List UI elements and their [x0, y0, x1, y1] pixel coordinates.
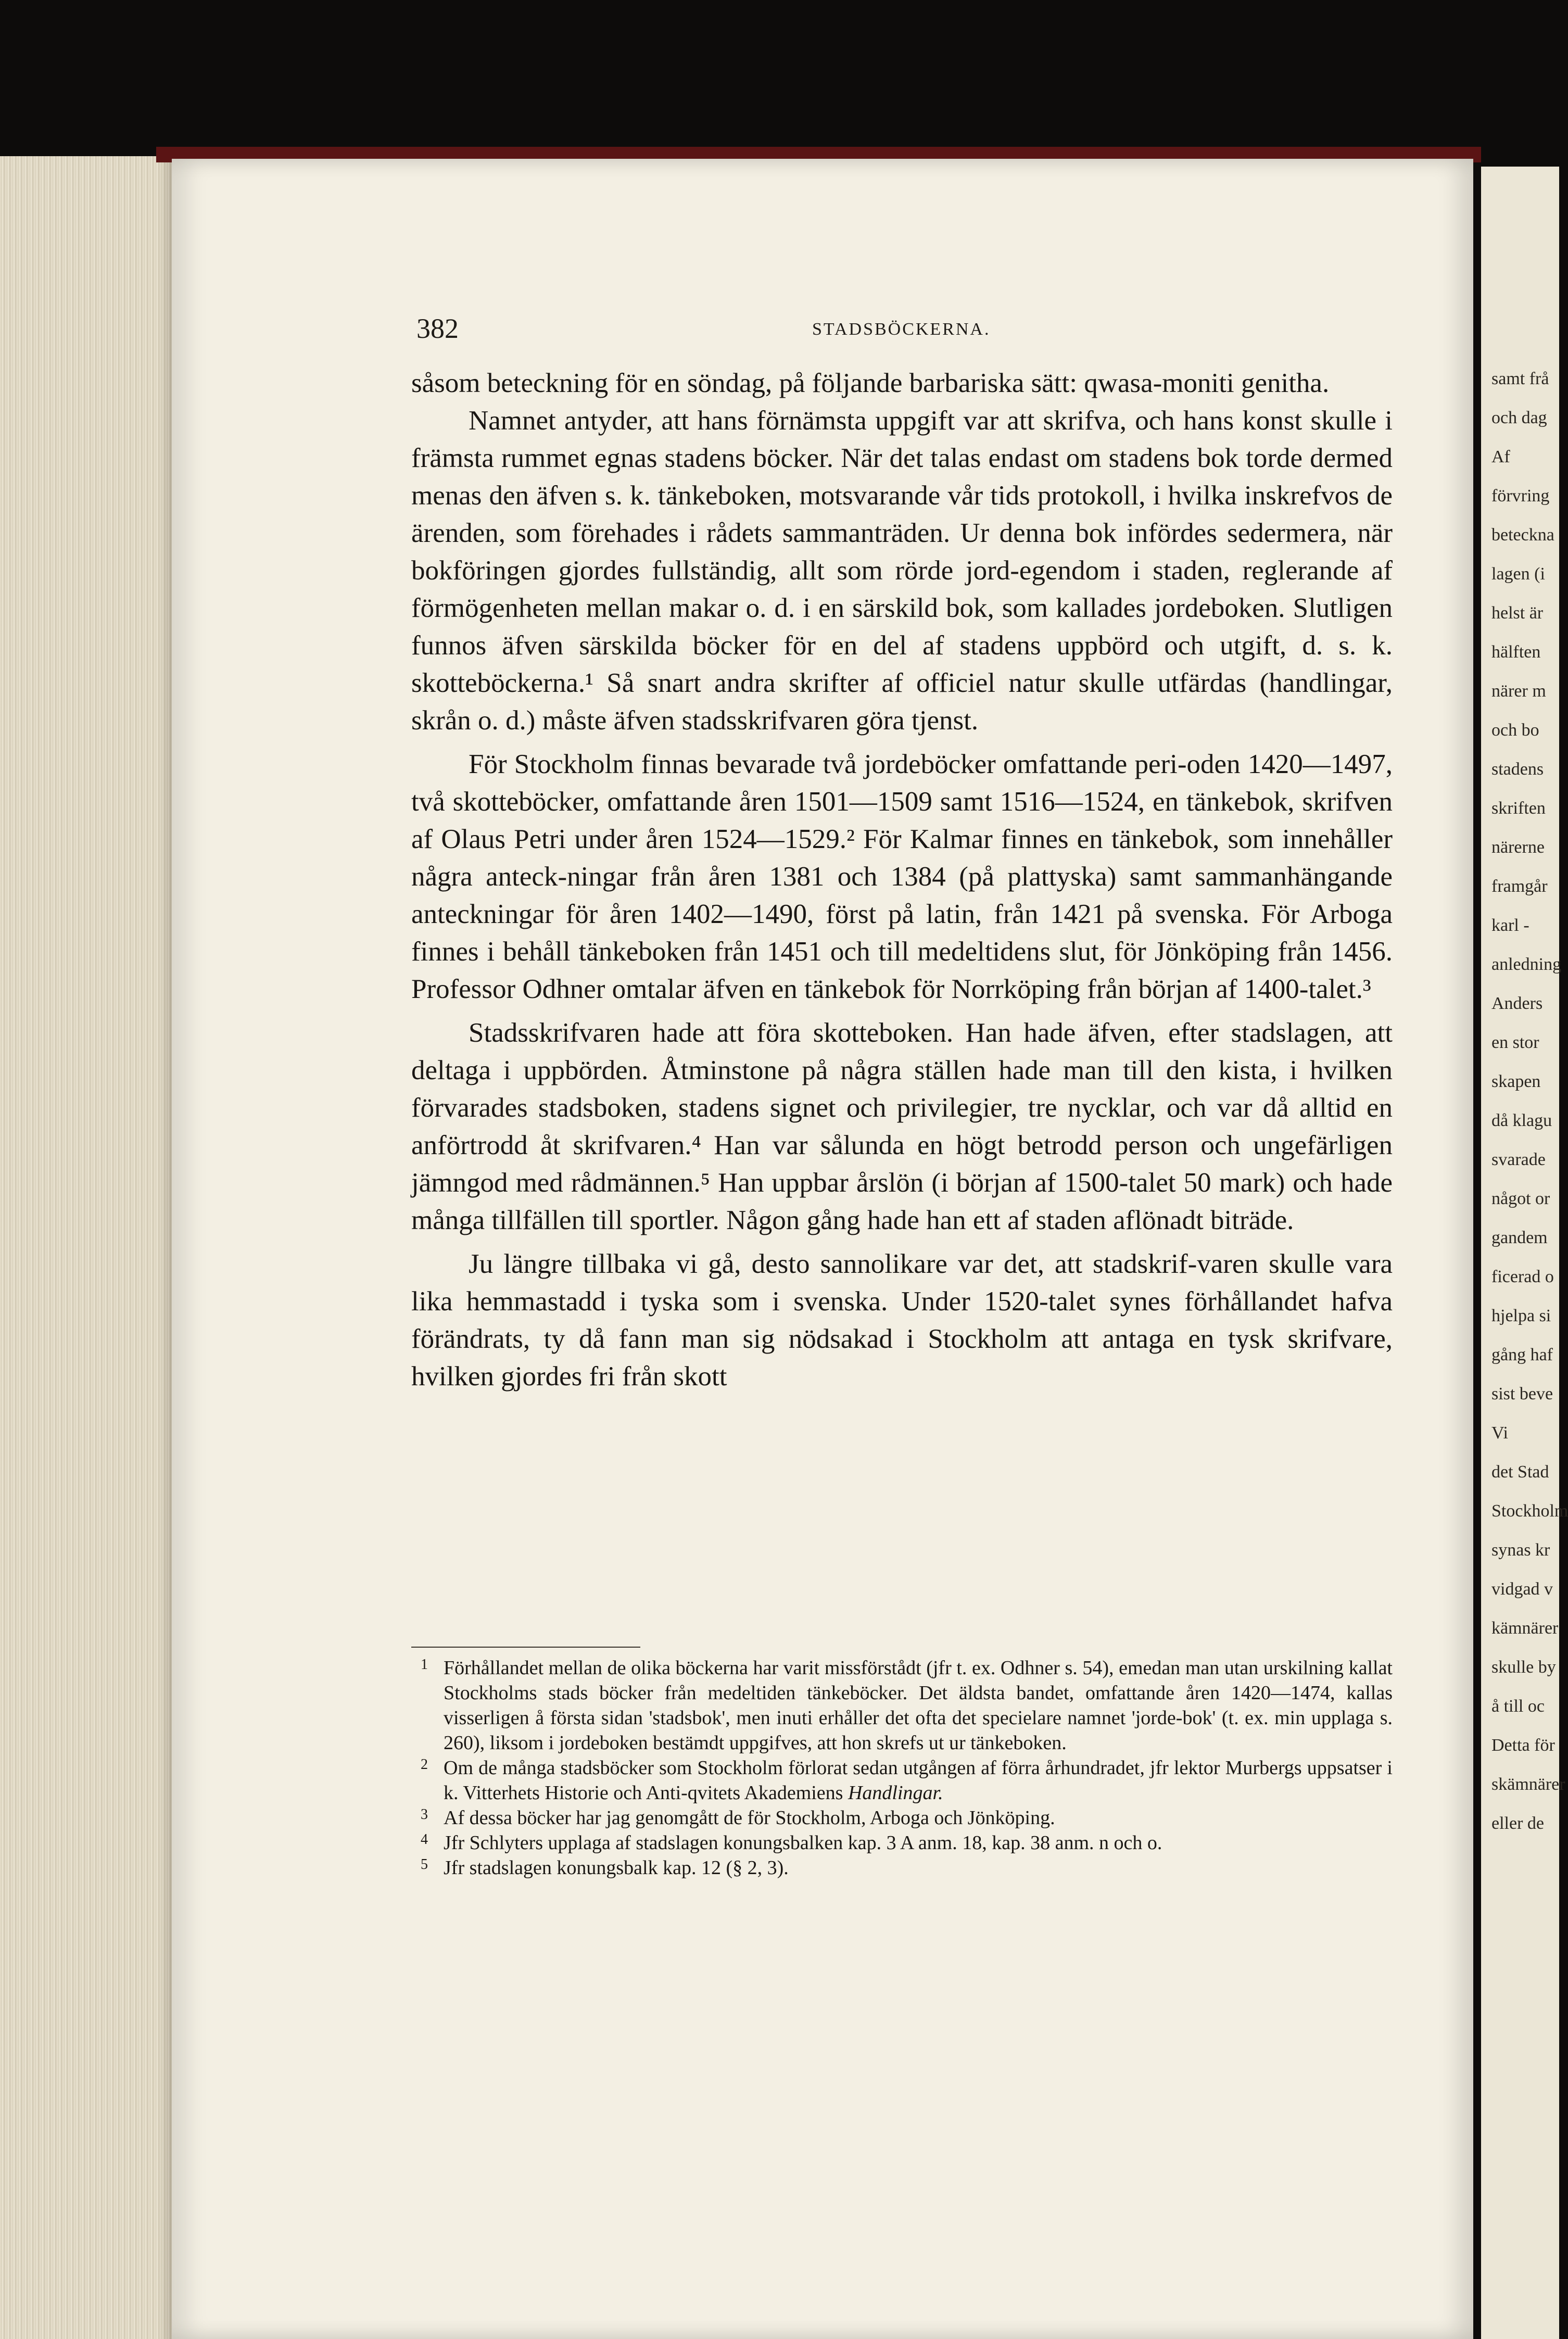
body-text — [411, 364, 1393, 1395]
adjacent-page-fragment: något or — [1491, 1189, 1550, 1208]
adjacent-page-fragment: anledning — [1491, 955, 1562, 974]
paragraph-2: Namnet antyder, att hans förnämsta uppgift var att skrifva, och hans konst skulle i främsta rummet egnas stadens böcker. När det talas endast om stadens bok torde dermed menas den äfven s. k. tänkeboken, motsvarande vår tids protokoll, i hvilka inskrefvos de ärenden, som förehades i rådets sammanträden. Ur denna bok infördes sedermera, när bokföringen gjordes fullständig, allt som rörde jord-egendom i staden, reglerande af förmögenheten mellan makar o. d. i en särskild bok, som kallades jordeboken. Slutligen funnos äfven särskilda böcker för en del af stadens uppbörd och utgift, d. s. k. skotteböckerna.¹ Så snart andra skrifter af officiel natur skulle utfärdas (handlingar, skrån o. d.) måste äfven stadsskrifvaren göra tjenst. — [411, 406, 1393, 736]
adjacent-page-fragment: det Stad — [1491, 1462, 1549, 1482]
adjacent-page-fragment: gandem — [1491, 1228, 1548, 1247]
adjacent-page-fragment: synas kr — [1491, 1540, 1550, 1560]
adjacent-page-fragment: ficerad o — [1491, 1267, 1554, 1286]
adjacent-page-fragment: å till oc — [1491, 1697, 1545, 1716]
adjacent-page-fragment: Detta för — [1491, 1736, 1555, 1755]
footnote-3 — [411, 1805, 1393, 1830]
adjacent-page-fragment: Vi — [1491, 1423, 1508, 1443]
adjacent-page-fragment: kämnärer — [1491, 1619, 1559, 1638]
paragraph-3: För Stockholm finnas bevarade två jordeböcker omfattande peri-oden 1420—1497, två skotteböcker, omfattande åren 1501—1509 samt 1516—1524, en tänkebok, skrifven af Olaus Petri under åren 1524—1529.² För Kalmar finnes en tänkebok, som innehåller några anteck-ningar från åren 1381 och 1384 (på plattyska) samt sammanhängande anteckningar för åren 1402—1490, först på latin, från 1421 på svenska. För Arboga finnes i behåll tänkeboken från 1451 och till medeltidens slut, för Jönköping från 1456. Professor Odhner omtalar äfven en tänkebok för Norrköping från början af 1400-talet.³ — [411, 749, 1393, 1004]
footnote-mark: 3 — [421, 1806, 428, 1823]
running-head: STADSBÖCKERNA. — [812, 320, 991, 339]
page-header — [416, 312, 1406, 344]
footnote-emphasis: Handlingar. — [848, 1782, 943, 1804]
adjacent-page-fragment: hjelpa si — [1491, 1306, 1551, 1325]
adjacent-page-fragment: närer m — [1491, 681, 1546, 701]
footnote-text: Af dessa böcker har jag genomgått de för Stockholm, Arboga och Jönköping. — [444, 1807, 1055, 1829]
adjacent-page-fragment: och dag — [1491, 408, 1547, 427]
adjacent-page-fragment: sist beve — [1491, 1384, 1553, 1404]
adjacent-page-fragment: samt frå — [1491, 369, 1549, 388]
adjacent-page-fragment: och bo — [1491, 720, 1539, 740]
footnote-mark: 2 — [421, 1756, 428, 1773]
footnote-text: Jfr stadslagen konungsbalk kap. 12 (§ 2, 3). — [444, 1857, 789, 1879]
footnotes — [411, 1655, 1393, 1880]
adjacent-page-fragment: framgår — [1491, 877, 1548, 896]
footnote-2 — [411, 1755, 1393, 1805]
adjacent-page-fragment: helst är — [1491, 603, 1544, 623]
adjacent-page-edge — [1481, 167, 1568, 2339]
adjacent-page-fragment: skulle by — [1491, 1658, 1556, 1677]
adjacent-page-fragment: skämnärer — [1491, 1775, 1565, 1794]
adjacent-page-fragment: närerne — [1491, 838, 1545, 857]
adjacent-page-fragment: stadens — [1491, 760, 1544, 779]
adjacent-page-fragment: eller de — [1491, 1814, 1544, 1833]
adjacent-page-fragment: skriften — [1491, 799, 1546, 818]
footnote-mark: 5 — [421, 1856, 428, 1873]
adjacent-page-fragment: vidgad v — [1491, 1579, 1553, 1599]
adjacent-page-fragment: beteckna — [1491, 525, 1554, 545]
footnote-text: Förhållandet mellan de olika böckerna har varit missförstådt (jfr t. ex. Odhner s. 54), emedan man utan urskilning kallat Stockholms stads böcker från medeltiden tänkeböcker. Det äldsta bandet, omfattande åren 1420—1474, kallas visserligen å första sidan 'stadsbok', men inuti erhåller det ofta det specielare namnet 'jorde-bok' (t. ex. min upplaga s. 260), liksom i jordeboken bestämdt uppgifves, att hon skrefs ut ur tänkeboken. — [444, 1657, 1393, 1754]
paragraph-1: såsom beteckning för en söndag, på följande barbariska sätt: qwasa-moniti genitha. — [411, 368, 1330, 398]
adjacent-page-fragment: Stockholm — [1491, 1501, 1568, 1521]
footnote-divider — [411, 1647, 640, 1648]
adjacent-page-fragment: hälften — [1491, 642, 1541, 662]
footnote-text: Jfr Schlyters upplaga af stadslagen konungsbalken kap. 3 A anm. 18, kap. 38 anm. n och o. — [444, 1832, 1162, 1854]
footnote-mark: 4 — [421, 1831, 428, 1848]
footnote-text: Om de många stadsböcker som Stockholm förlorat sedan utgången af förra århundradet, jfr lektor Murbergs uppsatser i k. Vitterhets Historie och Anti-qvitets Akademiens — [444, 1757, 1393, 1804]
adjacent-page-fragment: en stor — [1491, 1033, 1539, 1052]
adjacent-page-fragment: karl - — [1491, 916, 1529, 935]
footnote-mark: 1 — [421, 1657, 428, 1673]
adjacent-page-fragment: Anders — [1491, 994, 1543, 1013]
footnote-1 — [411, 1655, 1393, 1755]
adjacent-page-fragment: lagen (i — [1491, 564, 1545, 584]
paragraph-4: Stadsskrifvaren hade att föra skotteboken. Han hade äfven, efter stadslagen, att deltaga i uppbörden. Åtminstone på några ställen hade man till den kista, i hvilken förvarades stadsboken, stadens signet och privilegier, tre nycklar, och var då alltid en anförtrodd åt skrifvaren.⁴ Han var sålunda en högt betrodd person och ungefärligen jämngod med rådmännen.⁵ Han uppbar årslön (i början af 1500-talet 50 mark) och hade många tillfällen till sportler. Någon gång hade han ett af staden aflönadt biträde. — [411, 1018, 1393, 1235]
adjacent-page-fragment: gång haf — [1491, 1345, 1553, 1364]
footnote-5 — [411, 1855, 1393, 1880]
paragraph-5: Ju längre tillbaka vi gå, desto sannolikare var det, att stadskrif-varen skulle vara lika hemmastadd i tyska som i svenska. Under 1520-talet synes förhållandet hafva förändrats, ty då fann man sig nödsakad i Stockholm att antaga en tysk skrifvare, hvilken gjordes fri från skott — [411, 1249, 1393, 1392]
adjacent-page-fragment: skapen — [1491, 1072, 1541, 1091]
left-page-stack — [0, 156, 180, 2339]
footnote-4 — [411, 1830, 1393, 1855]
adjacent-page-fragment: svarade — [1491, 1150, 1546, 1169]
adjacent-page-fragment: förvring — [1491, 486, 1550, 505]
adjacent-page-lines — [1481, 167, 1568, 1843]
adjacent-page-fragment: då klagu — [1491, 1111, 1552, 1130]
adjacent-page-fragment: Af — [1491, 447, 1510, 466]
page-number: 382 — [416, 313, 459, 344]
